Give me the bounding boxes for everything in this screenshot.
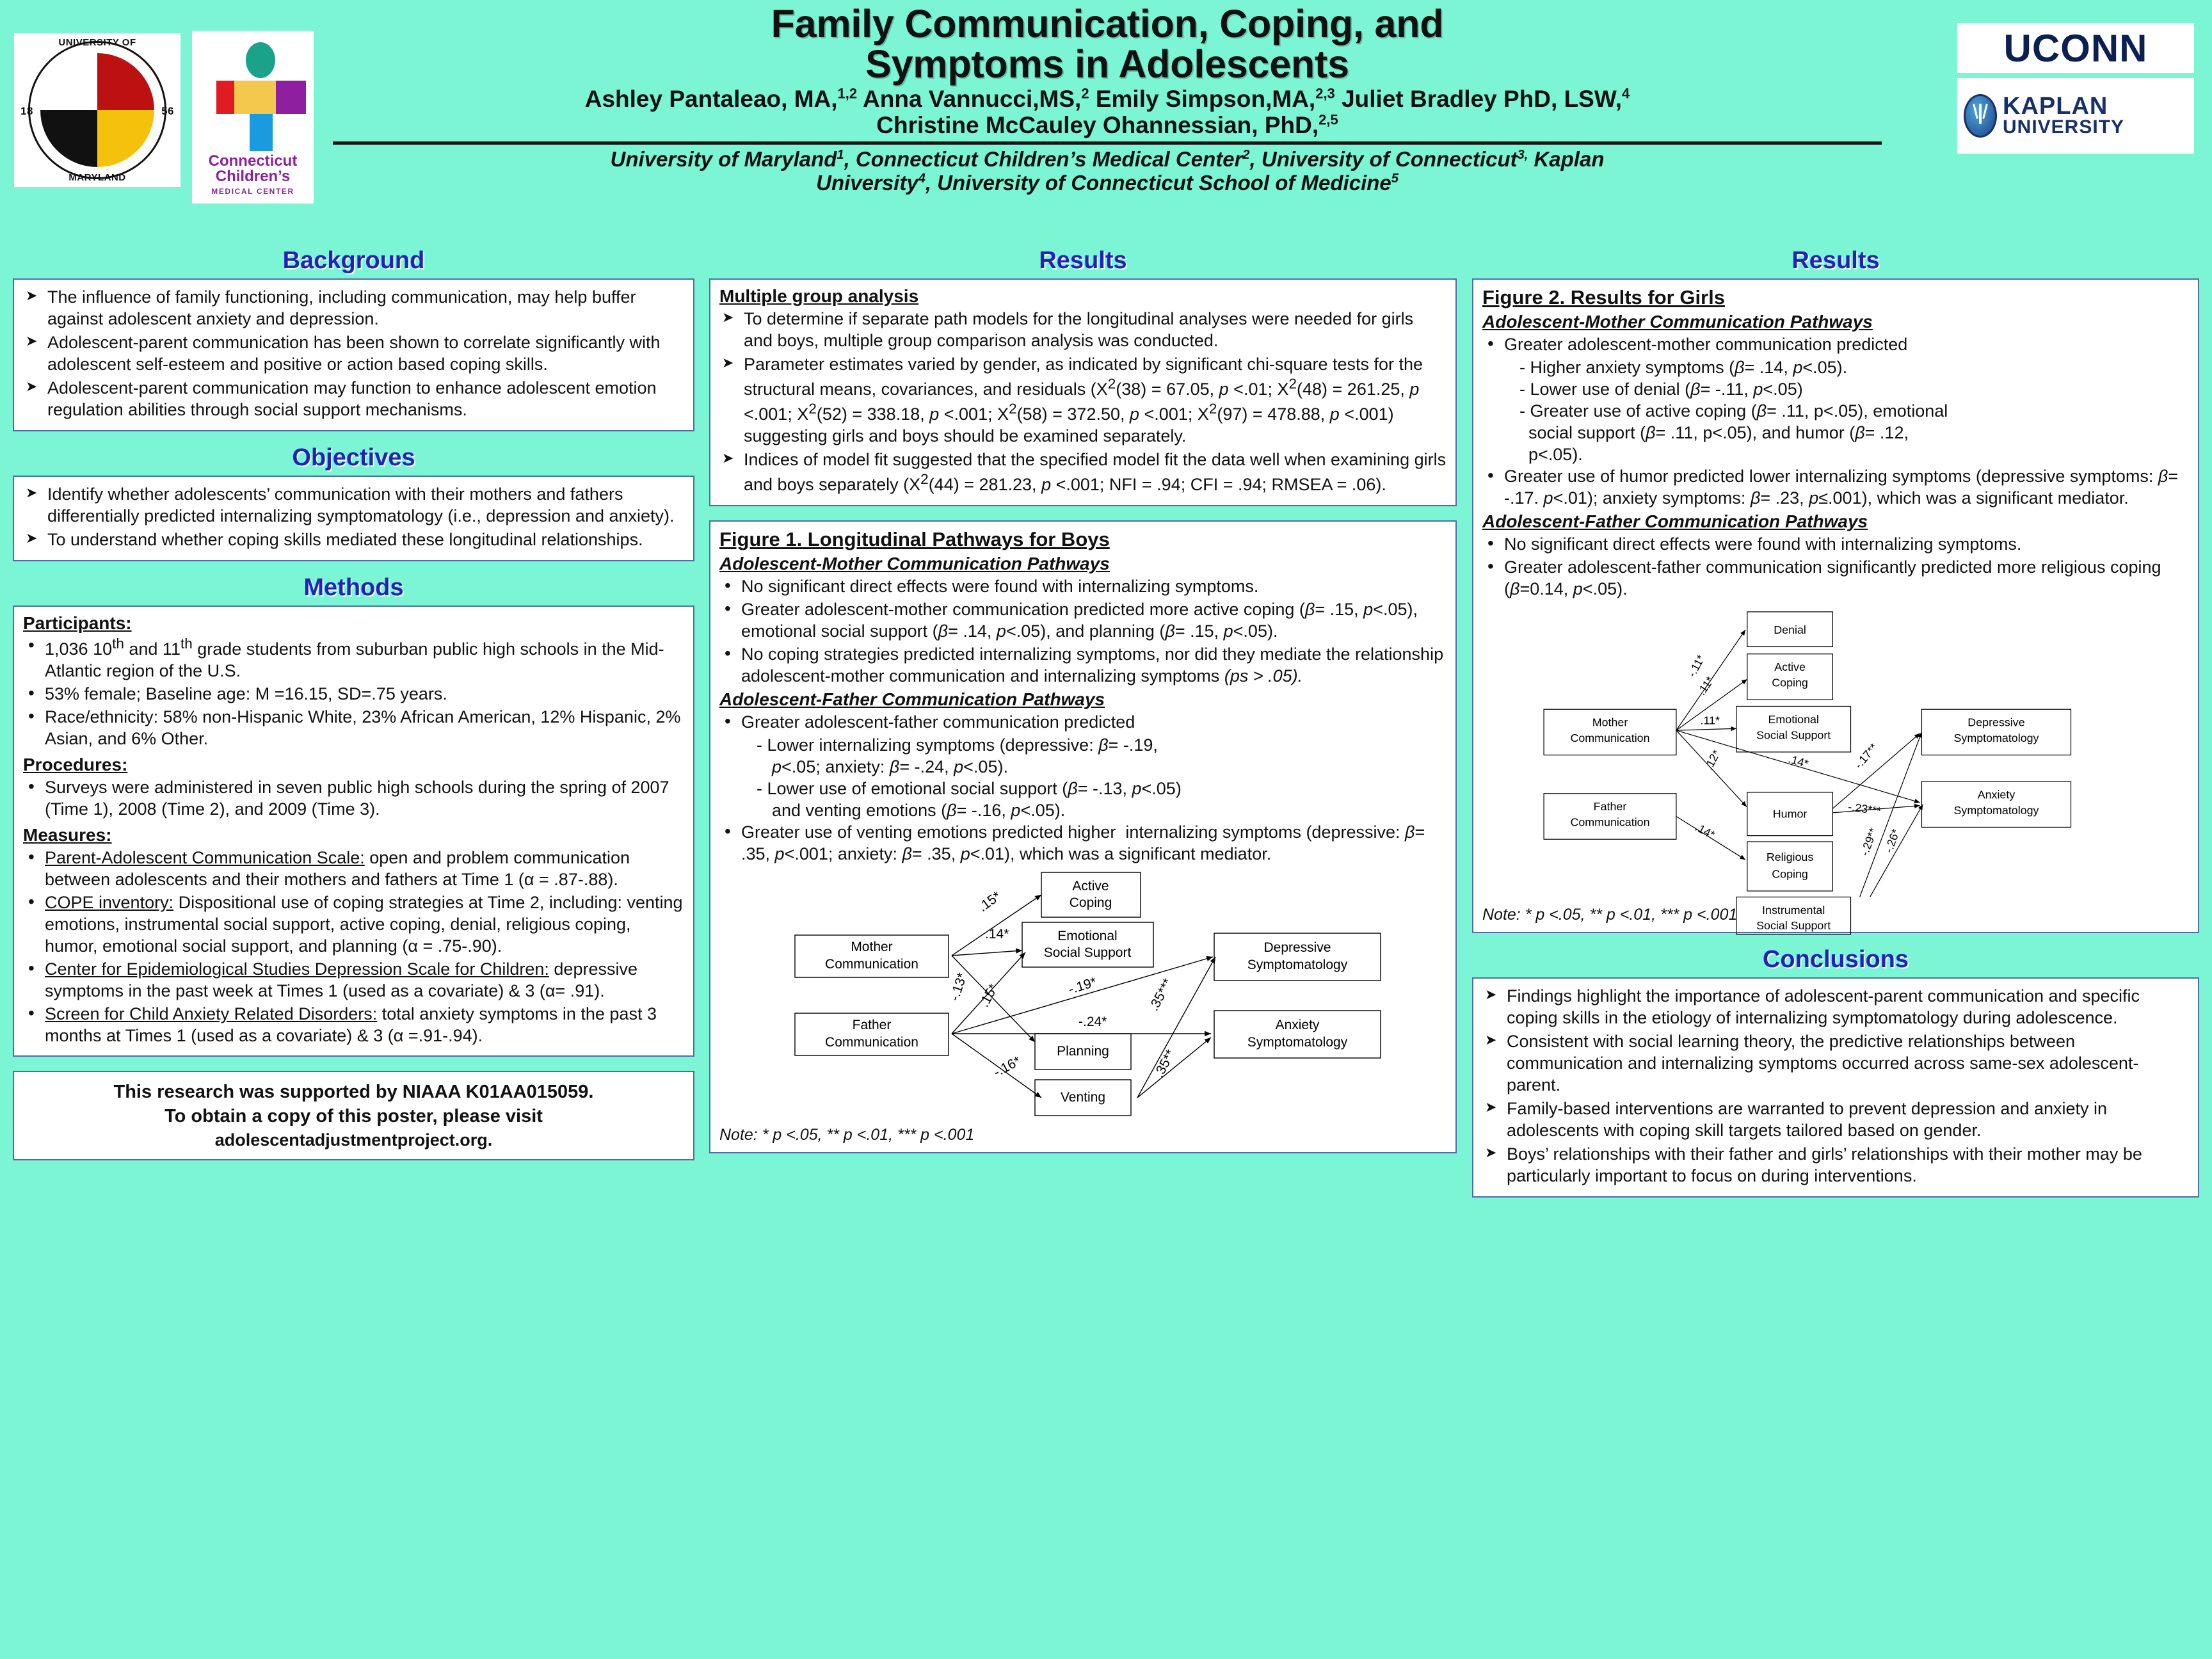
participants-subheading: Participants: (23, 613, 132, 633)
svg-text:Anxiety: Anxiety (1977, 788, 2016, 801)
affiliation-4b: University (816, 171, 918, 195)
svg-text:Symptomatology: Symptomatology (1247, 1035, 1348, 1050)
methods-section-title: Methods (303, 573, 404, 601)
uconn-wordmark: UCONN (2003, 26, 2148, 70)
svg-text:Humor: Humor (1772, 807, 1807, 821)
list-item: • Greater adolescent-father communication predicted (719, 711, 1447, 733)
measures-list (23, 847, 684, 1046)
multiple-group-analysis-list (719, 308, 1447, 495)
list-item: • Greater adolescent-mother communication predicted (1482, 333, 2189, 355)
svg-text:Religious: Religious (1766, 851, 1814, 864)
list-item: ➤ To understand whether coping skills mediated these longitudinal relationships. (23, 529, 684, 550)
figure1-father-list-2 (719, 821, 1447, 865)
list-item: ➤ Findings highlight the importance of adolescent-parent communication and specific coping skills in the etiology of internalizing symptomatology during adolescence. (1482, 985, 2189, 1029)
figure2-mother-list-2 (1482, 465, 2189, 509)
figure1-mother-list (719, 575, 1447, 687)
list-item (23, 847, 684, 890)
svg-text:Symptomatology: Symptomatology (1953, 732, 2039, 745)
svg-text:Symptomatology: Symptomatology (1247, 958, 1348, 973)
list-item: • Surveys were administered in seven public high schools during the spring of 2007 (Time 1), 2008 (Time 2), and 2009 (Time 3). (23, 776, 684, 820)
methods-panel (13, 605, 694, 1057)
list-item: • No significant direct effects were found with internalizing symptoms. (719, 575, 1447, 597)
svg-text:.14*: .14* (1693, 821, 1717, 842)
svg-text:Anxiety: Anxiety (1275, 1018, 1320, 1033)
svg-text:.11*: .11* (1700, 714, 1720, 727)
measure-desc: total anxiety symptoms in the past 3 months at Times 1 (used as a covariate) & 3 (α =.91-.94). (45, 1004, 657, 1046)
figure2-title: Figure 2. Results for Girls (1482, 285, 1725, 309)
list-item: ➤ To determine if separate path models for the longitudinal analyses were needed for girls and boys, multiple group comparison analysis was conducted. (719, 308, 1447, 351)
figure2-father-subheading: Adolescent-Father Communication Pathways (1482, 511, 1868, 532)
author-2-sup: 2 (1081, 85, 1089, 102)
list-item: • No significant direct effects were found with internalizing symptoms. (1482, 533, 2189, 555)
figure2-mother-sub-3: - Greater use of active coping (β= .11, p<.05), emotional (1519, 401, 1948, 421)
poster-title-line2: Symptoms in Adolescents (865, 42, 1349, 86)
svg-text:.14*: .14* (1786, 752, 1810, 771)
figure1-panel (709, 520, 1457, 1153)
author-1-sup: 1,2 (837, 85, 858, 102)
umd-logo-year-right: 56 (161, 105, 174, 117)
list-item: • No coping strategies predicted internalizing symptoms, nor did they mediate the relationship adolescent-mother communication and internalizing symptoms (ps > .05). (719, 643, 1447, 687)
svg-text:Emotional: Emotional (1768, 712, 1819, 726)
affiliation-line-1 (333, 147, 1882, 172)
svg-text:Communication: Communication (825, 957, 918, 972)
kaplan-wordmark-line1: KAPLAN (2003, 93, 2108, 120)
figure1-note: Note: * p <.05, ** p <.01, *** p <.001 (719, 1126, 975, 1144)
measure-name: Center for Epidemiological Studies Depression Scale for Children: (45, 959, 549, 979)
svg-text:Father: Father (1593, 800, 1627, 813)
svg-text:-.24*: -.24* (1078, 1014, 1107, 1030)
svg-text:Mother: Mother (851, 940, 893, 955)
list-item: ➤ Boys’ relationships with their father and girls’ relationships with their mother may be particularly important to focus on during interventions. (1482, 1143, 2189, 1187)
svg-text:Depressive: Depressive (1968, 716, 2025, 729)
svg-text:-.26*: -.26* (1882, 827, 1903, 855)
funding-line-2: To obtain a copy of this poster, please visit (164, 1106, 543, 1127)
svg-text:.15*: .15* (975, 888, 1004, 915)
list-item (23, 892, 684, 957)
poster-title-line1: Family Communication, Coping, and (771, 2, 1444, 45)
measure-desc: open and problem communication between adolescents and their mothers and fathers at Time 1 (α = .87-.88). (45, 847, 630, 889)
svg-text:-.29**: -.29** (1857, 826, 1880, 858)
right-column (1472, 248, 2199, 1212)
list-item: ➤ Parameter estimates varied by gender, as indicated by significant chi-square tests for the structural means, covariances, and residuals ($X^2(38) = 67.05$, p <.01; $X^2(48) = 261.25$, p <.001; $X^2(52) = 338.18$, p <.001; $X^2(58) = 372.50$, p <.001; $X^2(97) = 478.88$, p <.001) suggesting girls and boys should be examined separately. (719, 353, 1447, 447)
svg-text:.15*: .15* (977, 981, 1001, 1010)
multiple-group-analysis-subheading: Multiple group analysis (719, 285, 919, 306)
background-panel (13, 278, 694, 431)
conclusions-list (1482, 985, 2189, 1187)
svg-text:Communication: Communication (825, 1035, 918, 1050)
umd-logo-top-text: UNIVERSITY OF (58, 37, 136, 48)
poster-header (0, 0, 2212, 243)
list-item: • 53% female; Baseline age: M =16.15, SD=.75 years. (23, 683, 684, 705)
figure2-panel (1472, 278, 2199, 933)
figure1-father-sub-4: and venting emotions (β= -.16, p<.05). (772, 801, 1066, 821)
svg-text:Social Support: Social Support (1043, 945, 1132, 961)
ccmc-logo-name-line2: Children’s (215, 168, 291, 186)
measures-subheading: Measures: (23, 824, 112, 845)
connecticut-childrens-medical-center-logo (192, 31, 314, 204)
svg-text:.35***: .35*** (1146, 976, 1176, 1014)
svg-text:-.23***: -.23*** (1847, 800, 1882, 818)
svg-text:Social Support: Social Support (1756, 919, 1831, 933)
figure2-mother-sub-5: p<.05). (1528, 444, 1583, 464)
figure2-mother-sub-2: - Lower use of denial (β= -.11, p<.05) (1519, 379, 1803, 399)
umd-seal-icon (28, 41, 166, 179)
svg-text:Depressive: Depressive (1263, 940, 1331, 956)
author-5: Christine McCauley Ohannessian, PhD, (876, 112, 1319, 139)
svg-text:Communication: Communication (1570, 815, 1650, 829)
svg-text:Instrumental: Instrumental (1762, 903, 1825, 917)
uconn-logo (1957, 23, 2194, 73)
figure1-father-sub-1: - Lower internalizing symptoms (depressive: β= -.19, (757, 735, 1158, 755)
objectives-panel (13, 476, 694, 561)
list-item: ➤ Consistent with social learning theory, the predictive relationships between communication and internalizing symptoms occurred across same-sex adolescent-parent. (1482, 1030, 2189, 1096)
results-right-section-title: Results (1791, 247, 1880, 274)
affiliation-3-sup: 3, (1517, 147, 1528, 162)
kaplan-wordmark-line2: UNIVERSITY (2003, 116, 2125, 138)
affiliation-1-sup: 1 (837, 147, 844, 162)
measure-desc: depressive symptoms in the past week at Times 1 (used as a covariate) & 3 (α= .91). (45, 959, 637, 1001)
university-of-maryland-logo (14, 33, 180, 187)
svg-text:Venting: Venting (1060, 1090, 1106, 1105)
list-item: • Greater adolescent-mother communication predicted more active coping (β= .15, p<.05), emotional social support (β= .14, p<.05), and planning (β= .15, p<.05). (719, 598, 1447, 642)
figure1-father-sub-3: - Lower use of emotional social support (β= -.13, p<.05) (757, 779, 1182, 799)
affiliation-4: Kaplan (1528, 147, 1605, 171)
list-item: ➤ The influence of family functioning, including communication, may help buffer against adolescent anxiety and depression. (23, 286, 684, 330)
results-middle-section-title: Results (1039, 247, 1127, 274)
background-section-title: Background (282, 247, 425, 274)
author-4: Juliet Bradley PhD, LSW, (1334, 85, 1623, 112)
svg-text:Planning: Planning (1057, 1044, 1109, 1059)
list-item: • Greater use of venting emotions predicted higher internalizing symptoms (depressive: β= .35, p<.001; anxiety: β= .35, p<.01), which was a significant mediator. (719, 821, 1447, 865)
title-block (333, 4, 1882, 195)
affiliation-4-sup: 4 (918, 172, 926, 186)
figure2-mother-sub-4: social support (β= .11, p<.05), and humor (β= .12, (1528, 422, 1909, 442)
author-2: Anna Vannucci,MS, (857, 85, 1082, 112)
list-item: ➤ Indices of model fit suggested that the specified model fit the data well when examining girls and boys separately ($X^2(44) = 281.23$, p <.001; NFI = .94; CFI = .94; RMSEA = .06). (719, 449, 1447, 495)
svg-text:Social Support: Social Support (1756, 728, 1831, 742)
measure-desc: Dispositional use of coping strategies at Time 2, including: venting emotions, instrumental social support, active coping, denial, religious coping, humor, emotional social support, and planning (α = .75-.90). (45, 892, 683, 956)
funding-link[interactable]: adolescentadjustmentproject.org. (214, 1130, 493, 1150)
figure2-mother-sub-1: - Higher anxiety symptoms (β= .14, p<.05). (1519, 357, 1848, 377)
poster-title (333, 4, 1882, 84)
svg-text:-.19*: -.19* (1066, 975, 1098, 997)
affiliation-line-2 (333, 171, 1882, 195)
kaplan-wordmark (2003, 95, 2124, 136)
affiliation-5: , University of Connecticut School of Medicine (925, 171, 1391, 195)
measure-name: COPE inventory: (45, 892, 174, 912)
svg-text:Communication: Communication (1570, 732, 1650, 745)
list-item: • 1,036 10th and 11th grade students from suburban public high schools in the Mid-Atlantic region of the U.S. (23, 635, 684, 682)
list-item: • Race/ethnicity: 58% non-Hispanic White, 23% African American, 12% Hispanic, 2% Asian, and 6% Other. (23, 706, 684, 749)
affiliations (333, 147, 1882, 196)
umd-logo-bottom-text: MARYLAND (68, 172, 126, 183)
svg-text:Coping: Coping (1772, 867, 1808, 881)
author-list (333, 86, 1882, 139)
figure1-title: Figure 1. Longitudinal Pathways for Boys (719, 528, 1110, 551)
figure2-mother-list (1482, 333, 2189, 355)
list-item: ➤ Family-based interventions are warranted to prevent depression and anxiety in adolescents with coping skill targets tailored based on gender. (1482, 1098, 2189, 1141)
svg-text:-.17**: -.17** (1852, 741, 1880, 771)
list-item: • Greater adolescent-father communication significantly predicted more religious coping (β=0.14, p<.05). (1482, 556, 2189, 600)
participants-list (23, 635, 684, 749)
svg-text:Coping: Coping (1069, 895, 1112, 911)
svg-text:-.13*: -.13* (947, 971, 970, 1003)
author-3: Emily Simpson,MA, (1089, 85, 1316, 112)
affiliation-2: , Connecticut Children’s Medical Center (844, 147, 1243, 171)
list-item: ➤ Identify whether adolescents’ communication with their mothers and fathers differentially predicted internalizing symptomatology (i.e., depression and anxiety). (23, 483, 684, 527)
measure-name: Parent-Adolescent Communication Scale: (45, 847, 365, 867)
svg-text:Father: Father (852, 1018, 892, 1033)
procedures-list (23, 776, 684, 820)
list-item: ➤ Adolescent-parent communication may function to enhance adolescent emotion regulation abilities through social support mechanisms. (23, 377, 684, 421)
svg-text:Coping: Coping (1772, 676, 1808, 689)
conclusions-section-title: Conclusions (1762, 946, 1909, 974)
kaplan-university-logo (1957, 78, 2194, 154)
ccmc-figure-stripe-icon (234, 81, 256, 114)
funding-line-1: This research was supported by NIAAA K01AA015059. (113, 1082, 594, 1103)
figure2-father-list (1482, 533, 2189, 600)
affiliation-2-sup: 2 (1242, 147, 1250, 162)
middle-column (709, 248, 1457, 1167)
author-3-sup: 2,3 (1315, 85, 1335, 102)
multiple-group-analysis-panel (709, 278, 1457, 506)
procedures-subheading: Procedures: (23, 754, 128, 774)
svg-text:-.16*: -.16* (991, 1054, 1023, 1080)
author-5-sup: 2,5 (1318, 111, 1338, 128)
objectives-list (23, 483, 684, 550)
svg-text:Active: Active (1774, 661, 1806, 674)
author-line-1 (333, 86, 1882, 112)
umd-logo-year-left: 18 (20, 105, 33, 117)
ccmc-logo-subtitle: MEDICAL CENTER (211, 187, 294, 196)
list-item: • Greater use of humor predicted lower internalizing symptoms (depressive symptoms: β= -.17. p<.01); anxiety symptoms: β= .23, p≤.001), which was a significant mediator. (1482, 465, 2189, 509)
measure-name: Screen for Child Anxiety Related Disorders: (45, 1004, 378, 1024)
figure2-note: Note: * p <.05, ** p <.01, *** p <.001 (1482, 906, 1738, 924)
author-4-sup: 4 (1622, 85, 1630, 102)
header-divider (333, 141, 1882, 145)
figure1-father-sub-2: p<.05; anxiety: β= -.24, p<.05). (772, 757, 1008, 777)
affiliation-1: University of Maryland (610, 147, 837, 171)
ccmc-figure-body-icon (216, 81, 306, 114)
list-item (23, 958, 684, 1002)
svg-text:.14*: .14* (985, 927, 1009, 942)
svg-text:-.11*: -.11* (1685, 652, 1708, 680)
svg-text:Emotional: Emotional (1057, 929, 1118, 944)
figure1-father-list (719, 711, 1447, 733)
affiliation-5-sup: 5 (1391, 172, 1399, 186)
svg-text:Mother: Mother (1592, 716, 1628, 729)
left-column (13, 248, 694, 1160)
conclusions-panel (1472, 977, 2199, 1198)
list-item (23, 1003, 684, 1046)
affiliation-3: , University of Connecticut (1249, 147, 1518, 171)
figure2-mother-subheading: Adolescent-Mother Communication Pathways (1482, 311, 1873, 332)
objectives-section-title: Objectives (292, 444, 415, 471)
svg-text:.12*: .12* (1702, 748, 1723, 773)
ccmc-logo-name (192, 154, 314, 185)
funding-panel (13, 1071, 694, 1160)
svg-text:Denial: Denial (1774, 623, 1806, 636)
figure1-path-diagram (719, 866, 1447, 1122)
svg-text:Active: Active (1072, 879, 1109, 894)
background-list (23, 286, 684, 421)
author-1: Ashley Pantaleao, MA, (584, 85, 838, 112)
ccmc-logo-name-line1: Connecticut (208, 152, 298, 170)
kaplan-torch-icon (1964, 94, 1997, 138)
ccmc-figure-head-icon (246, 42, 275, 78)
figure1-father-subheading: Adolescent-Father Communication Pathways (719, 689, 1105, 710)
ccmc-figure-leg-icon (250, 114, 273, 151)
figure1-mother-subheading: Adolescent-Mother Communication Pathways (719, 554, 1110, 574)
list-item: ➤ Adolescent-parent communication has been shown to correlate significantly with adolescent self-esteem and positive or action based coping skills. (23, 332, 684, 375)
svg-text:.35**: .35** (1151, 1047, 1178, 1080)
author-line-2 (333, 112, 1882, 138)
svg-text:.11*: .11* (1695, 674, 1717, 698)
svg-text:Symptomatology: Symptomatology (1953, 803, 2039, 817)
